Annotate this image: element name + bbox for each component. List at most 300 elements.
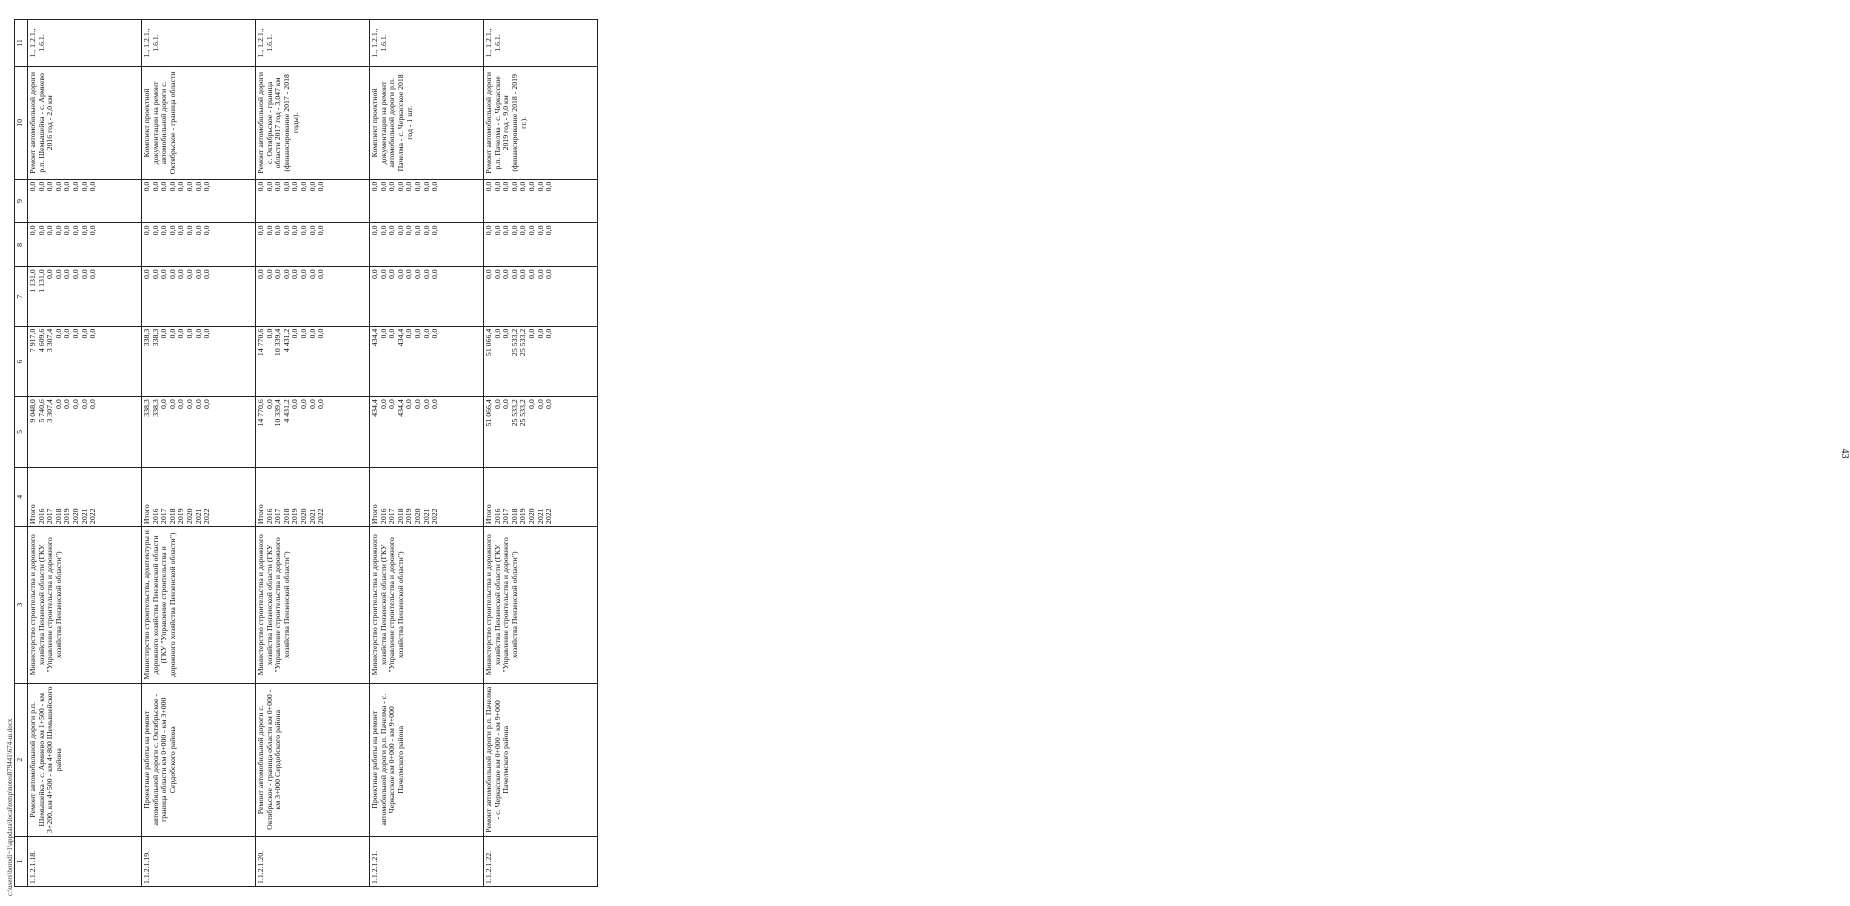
- amount-cell: 0,0: [264, 328, 274, 339]
- executor: Министерство строительства и дорожного хозяйства Пензенской области (ГКУ "Управление строительства и дорожного хозяйства Пензенской области"): [484, 527, 598, 683]
- amount-cell: 0,0: [307, 399, 317, 409]
- program-table: [14, 19, 598, 887]
- amount-cell: 0,0: [264, 225, 274, 236]
- year-cell: 2017: [387, 508, 397, 525]
- header-cell: 6: [15, 326, 28, 396]
- amount-cell: 0,0: [421, 225, 431, 236]
- amount-cell: 25 533,2: [518, 399, 528, 427]
- amount-cell: 0,0: [176, 269, 186, 280]
- amount-cell: 0,0: [193, 328, 203, 339]
- amount-cell: 0,0: [193, 181, 203, 192]
- amount-cell: 0,0: [421, 269, 431, 280]
- amount-cell: 0,0: [70, 181, 80, 192]
- year-cell: 2021: [79, 508, 89, 525]
- amount-cell: 0,0: [273, 269, 283, 280]
- amount-cell: 0,0: [53, 328, 63, 339]
- amount-cell: 14 770,6: [256, 399, 265, 427]
- amount-cell: 338,3: [142, 328, 151, 347]
- amount-cell: 0,0: [544, 399, 554, 409]
- amount-cell: 0,0: [290, 269, 300, 280]
- amount-cell: 0,0: [290, 328, 300, 339]
- amount-list: [370, 397, 484, 467]
- amount-cell: 0,0: [281, 225, 291, 236]
- amount-cell: 0,0: [142, 269, 151, 280]
- row-number: 1.1.2.1.22.: [484, 836, 598, 886]
- table-row: [484, 20, 598, 887]
- amount-cell: 0,0: [404, 399, 414, 409]
- amount-cell: 0,0: [501, 328, 511, 339]
- year-cell: Итого: [370, 504, 379, 525]
- amount-list: [484, 397, 598, 467]
- amount-cell: 0,0: [193, 225, 203, 236]
- amount-cell: 0,0: [484, 225, 493, 236]
- footer-file-path: c:\users\borodi~1\appdata\local\temp\notes879441\674-ш.docx: [6, 718, 14, 896]
- amount-cell: 0,0: [412, 399, 422, 409]
- amount-cell: 0,0: [79, 269, 89, 280]
- amount-cell: 25 533,2: [518, 328, 528, 357]
- amount-cell: 0,0: [62, 181, 72, 192]
- amount-cell: 0,0: [412, 269, 422, 280]
- amount-cell: 0,0: [45, 225, 55, 236]
- amount-cell: 0,0: [264, 181, 274, 192]
- amount-cell: 0,0: [88, 399, 98, 409]
- amount-cell: 0,0: [79, 328, 89, 339]
- amount-list: [484, 179, 598, 223]
- amount-cell: 0,0: [298, 328, 308, 339]
- amount-list: [28, 223, 142, 267]
- amount-cell: 0,0: [150, 269, 160, 280]
- amount-cell: 0,0: [70, 269, 80, 280]
- executor: Министерство строительства и дорожного хозяйства Пензенской области (ГКУ "Управление строительства и дорожного хозяйства Пензенской области"): [28, 527, 142, 683]
- expected-result: Комплект проектной документации на ремонт автомобильной дороги с. Октябрьское - граница области: [142, 67, 256, 180]
- indicator-refs: 1., 1.2.1., 1.6.1.: [370, 20, 484, 67]
- amount-cell: 0,0: [159, 225, 169, 236]
- year-cell: 2022: [544, 508, 554, 525]
- amount-cell: 0,0: [501, 269, 511, 280]
- amount-cell: 0,0: [159, 269, 169, 280]
- amount-cell: 0,0: [526, 225, 536, 236]
- activity-name: Проектные работы на ремонт автомобильной дороги р.п. Пачелма - с. Черкасское км 0+000 - км 9+000 Пачелмского района: [370, 683, 484, 836]
- amount-cell: 0,0: [256, 225, 265, 236]
- year-cell: 2017: [159, 508, 169, 525]
- header-cell: 2: [15, 683, 28, 836]
- amount-cell: 0,0: [404, 328, 414, 339]
- amount-cell: 0,0: [412, 225, 422, 236]
- table-row: [142, 20, 256, 887]
- indicator-refs: 1., 1.2.1., 1.6.1.: [28, 20, 142, 67]
- year-cell: 2019: [176, 508, 186, 525]
- amount-list: [142, 326, 256, 396]
- header-cell: 5: [15, 397, 28, 467]
- amount-cell: 5 740,6: [36, 399, 46, 423]
- table-row: [256, 20, 370, 887]
- amount-cell: 0,0: [316, 399, 326, 409]
- amount-cell: 0,0: [535, 328, 545, 339]
- amount-cell: 0,0: [53, 399, 63, 409]
- expected-result: Комплект проектной документации на ремонт автомобильной дороги р.п. Пачелма - с. Черкасское 2018 год - 1 шт.: [370, 67, 484, 180]
- expected-result: Ремонт автомобильной дороги с. Октябрьское - граница области 2017 год - 3,047 км (финансирование 2017 - 2018 годы).: [256, 67, 370, 180]
- indicator-refs: 1., 1.2.1., 1.6.1.: [484, 20, 598, 67]
- year-cell: 2021: [307, 508, 317, 525]
- amount-cell: 0,0: [430, 328, 440, 339]
- year-cell: 2020: [526, 508, 536, 525]
- year-cell: 2019: [404, 508, 414, 525]
- amount-cell: 0,0: [421, 399, 431, 409]
- expected-result: Ремонт автомобильной дороги р.п. Шемышейка - с. Армиево 2016 год - 2,0 км: [28, 67, 142, 180]
- header-row: [15, 20, 28, 887]
- year-list: [484, 467, 598, 526]
- amount-list: [142, 267, 256, 326]
- amount-list: [256, 267, 370, 326]
- amount-cell: 0,0: [430, 269, 440, 280]
- amount-cell: 0,0: [307, 328, 317, 339]
- amount-cell: 0,0: [184, 399, 194, 409]
- amount-cell: 0,0: [184, 181, 194, 192]
- amount-cell: 0,0: [404, 225, 414, 236]
- amount-cell: 0,0: [88, 225, 98, 236]
- header-cell: 10: [15, 67, 28, 180]
- year-cell: 2018: [509, 508, 519, 525]
- amount-cell: 0,0: [307, 181, 317, 192]
- amount-cell: 0,0: [370, 181, 379, 192]
- amount-cell: 0,0: [167, 181, 177, 192]
- amount-cell: 0,0: [370, 269, 379, 280]
- executor: Министерство строительства и дорожного хозяйства Пензенской области (ГКУ "Управление строительства и дорожного хозяйства Пензенской области"): [256, 527, 370, 683]
- amount-cell: 0,0: [36, 225, 46, 236]
- amount-cell: 0,0: [62, 225, 72, 236]
- amount-cell: 0,0: [159, 328, 169, 339]
- amount-list: [142, 223, 256, 267]
- amount-list: [28, 397, 142, 467]
- amount-cell: 0,0: [193, 269, 203, 280]
- header-cell: 8: [15, 223, 28, 267]
- amount-list: [256, 179, 370, 223]
- year-cell: 2016: [264, 508, 274, 525]
- amount-cell: 0,0: [535, 181, 545, 192]
- amount-cell: 0,0: [79, 225, 89, 236]
- amount-cell: 4 431,2: [281, 399, 291, 423]
- amount-cell: 0,0: [202, 399, 212, 409]
- amount-cell: 0,0: [88, 328, 98, 339]
- expected-result: Ремонт автомобильной дороги р.п. Пачелма - с. Черкасское 2019 год - 9,0 км (финансирование 2018 - 2019 гг.).: [484, 67, 598, 180]
- amount-list: [484, 326, 598, 396]
- header-cell: 1: [15, 836, 28, 886]
- amount-cell: 0,0: [378, 269, 388, 280]
- activity-name: Ремонт автомобильной дороги р.п. Пачелма - с. Черкасское км 0+000 - км 9+000 Пачелмского района: [484, 683, 598, 836]
- amount-cell: 0,0: [176, 181, 186, 192]
- amount-cell: 0,0: [273, 181, 283, 192]
- amount-cell: 0,0: [535, 269, 545, 280]
- amount-cell: 10 339,4: [273, 399, 283, 427]
- amount-cell: 0,0: [430, 225, 440, 236]
- amount-cell: 434,4: [395, 328, 405, 347]
- header-cell: 9: [15, 179, 28, 223]
- amount-list: [484, 223, 598, 267]
- activity-name: Ремонт автомобильной дороги с. Октябрьское - граница области км 0+000 - км 3+000 Сердобского района: [256, 683, 370, 836]
- amount-cell: 0,0: [290, 225, 300, 236]
- amount-cell: 0,0: [70, 328, 80, 339]
- amount-cell: 1 131,0: [36, 269, 46, 293]
- amount-cell: 9 048,0: [28, 399, 37, 423]
- amount-cell: 0,0: [412, 328, 422, 339]
- amount-cell: 0,0: [526, 269, 536, 280]
- amount-cell: 0,0: [176, 399, 186, 409]
- amount-cell: 0,0: [395, 181, 405, 192]
- amount-cell: 0,0: [378, 328, 388, 339]
- amount-cell: 434,4: [370, 399, 379, 417]
- amount-cell: 0,0: [273, 225, 283, 236]
- executor: Министерство строительства и дорожного хозяйства Пензенской области (ГКУ "Управление строительства и дорожного хозяйства Пензенской области"): [370, 527, 484, 683]
- amount-cell: 0,0: [159, 181, 169, 192]
- amount-cell: 0,0: [387, 399, 397, 409]
- year-cell: 2018: [395, 508, 405, 525]
- amount-cell: 0,0: [492, 225, 502, 236]
- amount-cell: 0,0: [150, 225, 160, 236]
- amount-list: [28, 179, 142, 223]
- year-cell: Итого: [142, 504, 151, 525]
- amount-list: [484, 267, 598, 326]
- amount-cell: 0,0: [492, 269, 502, 280]
- year-cell: 2021: [421, 508, 431, 525]
- amount-cell: 0,0: [264, 269, 274, 280]
- amount-cell: 0,0: [202, 328, 212, 339]
- amount-cell: 0,0: [316, 225, 326, 236]
- amount-cell: 0,0: [421, 181, 431, 192]
- amount-cell: 434,4: [370, 328, 379, 347]
- amount-cell: 0,0: [79, 181, 89, 192]
- activity-name: Проектные работы на ремонт автомобильной дороги с. Октябрьское - граница области км 0+000 - км 3+000 Сердобского района: [142, 683, 256, 836]
- amount-cell: 0,0: [492, 181, 502, 192]
- amount-cell: 0,0: [290, 399, 300, 409]
- amount-cell: 0,0: [518, 225, 528, 236]
- amount-cell: 0,0: [28, 181, 37, 192]
- amount-cell: 0,0: [501, 181, 511, 192]
- row-number: 1.1.2.1.18.: [28, 836, 142, 886]
- amount-cell: 0,0: [307, 225, 317, 236]
- year-list: [370, 467, 484, 526]
- year-list: [142, 467, 256, 526]
- amount-cell: 0,0: [526, 328, 536, 339]
- amount-list: [370, 326, 484, 396]
- amount-cell: 0,0: [53, 269, 63, 280]
- amount-cell: 0,0: [167, 399, 177, 409]
- amount-cell: 0,0: [484, 181, 493, 192]
- amount-cell: 0,0: [404, 269, 414, 280]
- table-row: [370, 20, 484, 887]
- amount-cell: 0,0: [492, 328, 502, 339]
- amount-cell: 3 307,4: [45, 399, 55, 423]
- amount-list: [256, 223, 370, 267]
- amount-cell: 0,0: [509, 225, 519, 236]
- amount-cell: 1 131,0: [28, 269, 37, 293]
- executor: Министерство строительства, архитектуры и дорожного хозяйства Пензенской области (ГКУ "Управление строительства и дорожного хозяйства Пензенской области"): [142, 527, 256, 683]
- amount-cell: 0,0: [193, 399, 203, 409]
- amount-cell: 0,0: [70, 399, 80, 409]
- amount-cell: 0,0: [150, 181, 160, 192]
- year-cell: 2022: [430, 508, 440, 525]
- activity-name: Ремонт автомобильной дороги р.п. Шемышейка - с. Армиево км 1+500 - км 3+200, км 4+500 - км 4+800 Шемышейского района: [28, 683, 142, 836]
- amount-cell: 0,0: [167, 328, 177, 339]
- amount-cell: 0,0: [298, 181, 308, 192]
- amount-cell: 0,0: [316, 181, 326, 192]
- amount-cell: 0,0: [430, 399, 440, 409]
- amount-cell: 338,3: [150, 399, 160, 417]
- amount-cell: 0,0: [264, 399, 274, 409]
- amount-cell: 0,0: [79, 399, 89, 409]
- amount-list: [256, 397, 370, 467]
- amount-cell: 0,0: [45, 269, 55, 280]
- year-cell: Итого: [256, 504, 265, 525]
- indicator-refs: 1., 1.2.1., 1.6.1.: [256, 20, 370, 67]
- amount-cell: 0,0: [62, 328, 72, 339]
- amount-cell: 10 339,4: [273, 328, 283, 357]
- row-number: 1.1.2.1.21.: [370, 836, 484, 886]
- row-number: 1.1.2.1.20.: [256, 836, 370, 886]
- header-cell: 4: [15, 467, 28, 526]
- amount-cell: 0,0: [167, 225, 177, 236]
- amount-cell: 0,0: [53, 225, 63, 236]
- amount-cell: 0,0: [404, 181, 414, 192]
- year-cell: 2017: [501, 508, 511, 525]
- amount-cell: 0,0: [544, 269, 554, 280]
- year-cell: 2018: [53, 508, 63, 525]
- amount-cell: 0,0: [142, 181, 151, 192]
- amount-cell: 0,0: [202, 181, 212, 192]
- year-cell: Итого: [484, 504, 493, 525]
- year-cell: 2019: [62, 508, 72, 525]
- amount-cell: 0,0: [167, 269, 177, 280]
- amount-cell: 0,0: [526, 399, 536, 409]
- amount-cell: 0,0: [387, 225, 397, 236]
- amount-cell: 0,0: [387, 328, 397, 339]
- amount-cell: 0,0: [509, 269, 519, 280]
- year-list: [28, 467, 142, 526]
- amount-cell: 4 431,2: [281, 328, 291, 353]
- amount-cell: 0,0: [88, 181, 98, 192]
- amount-cell: 0,0: [70, 225, 80, 236]
- amount-cell: 0,0: [544, 225, 554, 236]
- amount-cell: 0,0: [88, 269, 98, 280]
- amount-list: [142, 397, 256, 467]
- amount-cell: 0,0: [518, 269, 528, 280]
- amount-cell: 0,0: [36, 181, 46, 192]
- amount-cell: 0,0: [316, 269, 326, 280]
- amount-cell: 0,0: [176, 225, 186, 236]
- year-cell: 2016: [492, 508, 502, 525]
- amount-cell: 0,0: [298, 269, 308, 280]
- year-cell: 2021: [535, 508, 545, 525]
- amount-cell: 0,0: [501, 399, 511, 409]
- amount-cell: 25 533,2: [509, 399, 519, 427]
- amount-cell: 0,0: [387, 181, 397, 192]
- amount-cell: 51 066,4: [484, 399, 493, 427]
- year-cell: 2016: [378, 508, 388, 525]
- amount-cell: 0,0: [412, 181, 422, 192]
- amount-cell: 0,0: [535, 399, 545, 409]
- year-cell: 2019: [290, 508, 300, 525]
- amount-list: [142, 179, 256, 223]
- amount-list: [370, 179, 484, 223]
- amount-cell: 7 917,0: [28, 328, 37, 353]
- amount-list: [256, 326, 370, 396]
- amount-cell: 0,0: [421, 328, 431, 339]
- year-cell: 2020: [70, 508, 80, 525]
- year-cell: 2020: [412, 508, 422, 525]
- amount-cell: 0,0: [256, 269, 265, 280]
- amount-cell: 0,0: [45, 181, 55, 192]
- year-cell: 2022: [202, 508, 212, 525]
- amount-list: [370, 267, 484, 326]
- indicator-refs: 1., 1.2.1., 1.6.1.: [142, 20, 256, 67]
- year-cell: 2022: [316, 508, 326, 525]
- amount-cell: 14 770,6: [256, 328, 265, 357]
- year-cell: 2017: [273, 508, 283, 525]
- amount-cell: 0,0: [159, 399, 169, 409]
- amount-cell: 0,0: [395, 269, 405, 280]
- amount-cell: 3 307,4: [45, 328, 55, 353]
- amount-cell: 0,0: [202, 269, 212, 280]
- year-cell: 2020: [298, 508, 308, 525]
- amount-cell: 0,0: [535, 225, 545, 236]
- amount-cell: 0,0: [370, 225, 379, 236]
- year-cell: 2022: [88, 508, 98, 525]
- year-cell: 2016: [36, 508, 46, 525]
- page-number: 43: [1839, 448, 1850, 459]
- amount-cell: 0,0: [53, 181, 63, 192]
- table-row: [28, 20, 142, 887]
- year-cell: 2020: [184, 508, 194, 525]
- amount-cell: 0,0: [62, 399, 72, 409]
- amount-cell: 0,0: [142, 225, 151, 236]
- year-cell: 2018: [281, 508, 291, 525]
- year-cell: Итого: [28, 504, 37, 525]
- year-cell: 2017: [45, 508, 55, 525]
- row-number: 1.1.2.1.19.: [142, 836, 256, 886]
- amount-cell: 0,0: [298, 399, 308, 409]
- amount-cell: 25 533,2: [509, 328, 519, 357]
- amount-cell: 0,0: [202, 225, 212, 236]
- amount-cell: 434,4: [395, 399, 405, 417]
- year-cell: 2021: [193, 508, 203, 525]
- amount-cell: 0,0: [526, 181, 536, 192]
- table-body: [15, 20, 598, 887]
- amount-cell: 0,0: [387, 269, 397, 280]
- amount-cell: 0,0: [176, 328, 186, 339]
- amount-cell: 338,3: [142, 399, 151, 417]
- amount-cell: 0,0: [518, 181, 528, 192]
- year-cell: 2018: [167, 508, 177, 525]
- amount-cell: 0,0: [395, 225, 405, 236]
- amount-list: [370, 223, 484, 267]
- year-cell: 2016: [150, 508, 160, 525]
- year-cell: 2019: [518, 508, 528, 525]
- amount-cell: 0,0: [290, 181, 300, 192]
- amount-cell: 0,0: [28, 225, 37, 236]
- amount-cell: 338,3: [150, 328, 160, 347]
- amount-cell: 0,0: [378, 399, 388, 409]
- amount-cell: 51 066,4: [484, 328, 493, 357]
- amount-cell: 0,0: [544, 328, 554, 339]
- amount-list: [28, 267, 142, 326]
- year-list: [256, 467, 370, 526]
- amount-cell: 0,0: [501, 225, 511, 236]
- amount-cell: 0,0: [316, 328, 326, 339]
- amount-cell: 0,0: [307, 269, 317, 280]
- amount-cell: 0,0: [184, 269, 194, 280]
- amount-cell: 0,0: [544, 181, 554, 192]
- amount-cell: 0,0: [298, 225, 308, 236]
- header-cell: 3: [15, 527, 28, 683]
